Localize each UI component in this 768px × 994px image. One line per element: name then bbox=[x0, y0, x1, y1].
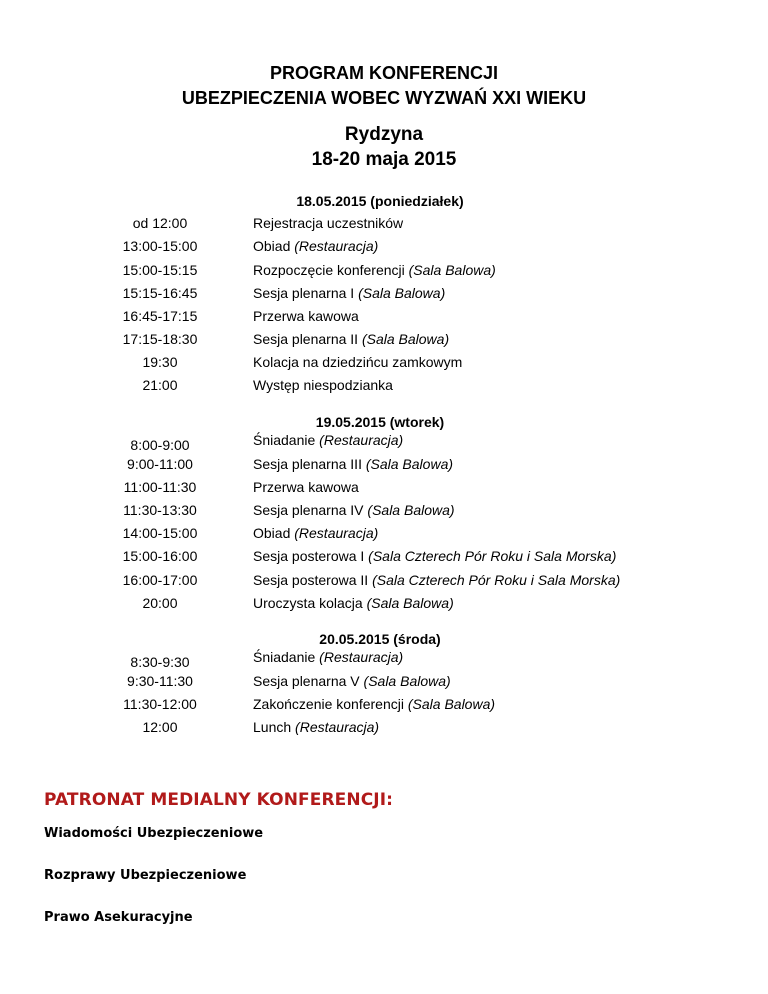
schedule-row bbox=[0, 455, 768, 473]
schedule-row bbox=[0, 307, 768, 325]
time: 14:00-15:00 bbox=[122, 525, 198, 541]
title-line-1: PROGRAM KONFERENCJI bbox=[269, 63, 498, 83]
event bbox=[253, 455, 453, 473]
schedule-row bbox=[0, 353, 768, 371]
event-name: Występ niespodzianka bbox=[253, 377, 393, 393]
schedule-row bbox=[0, 718, 768, 736]
schedule-row bbox=[0, 376, 768, 394]
schedule-row bbox=[0, 214, 768, 232]
event bbox=[253, 353, 462, 371]
time: 15:00-16:00 bbox=[122, 548, 198, 564]
event bbox=[253, 330, 449, 348]
time: 11:30-13:30 bbox=[123, 502, 197, 518]
time: 11:00-11:30 bbox=[123, 479, 197, 495]
event-name: Przerwa kawowa bbox=[253, 479, 359, 495]
event-name: Sesja plenarna III bbox=[253, 456, 366, 472]
event bbox=[253, 214, 403, 232]
city: Rydzyna bbox=[344, 124, 424, 145]
event-place: (Sala Balowa) bbox=[367, 502, 455, 518]
event-place: (Sala Balowa) bbox=[366, 595, 454, 611]
event-place: (Sala Balowa) bbox=[365, 456, 454, 472]
event bbox=[253, 237, 378, 255]
media-patron: Prawo Asekuracyjne bbox=[44, 910, 193, 925]
time: 12:00 bbox=[142, 719, 178, 735]
title-line-2: UBEZPIECZENIA WOBEC WYZWAŃ XXI WIEKU bbox=[181, 88, 587, 108]
event-name: Sesja plenarna II bbox=[253, 331, 362, 347]
time: 15:15-16:45 bbox=[122, 285, 198, 301]
schedule-row bbox=[0, 571, 768, 589]
event bbox=[253, 478, 359, 496]
schedule-row bbox=[0, 695, 768, 713]
event bbox=[253, 284, 445, 302]
event-name: Uroczysta kolacja bbox=[253, 595, 367, 611]
event bbox=[253, 648, 403, 666]
patronat-heading: PATRONAT MEDIALNY KONFERENCJI: bbox=[44, 790, 394, 810]
event bbox=[253, 501, 455, 519]
schedule-row bbox=[0, 237, 768, 255]
time: 19:30 bbox=[142, 354, 178, 370]
time: 8:30-9:30 bbox=[130, 654, 190, 670]
schedule-row bbox=[0, 524, 768, 542]
event-place: (Restauracja) bbox=[295, 719, 380, 735]
time: 15:00-15:15 bbox=[122, 262, 198, 278]
event-place: (Restauracja) bbox=[294, 525, 379, 541]
event-name: Sesja plenarna IV bbox=[253, 502, 368, 518]
event bbox=[253, 261, 496, 279]
time: 11:30-12:00 bbox=[123, 696, 197, 712]
schedule-row bbox=[0, 501, 768, 519]
event bbox=[253, 594, 454, 612]
event-place: (Sala Balowa) bbox=[361, 331, 450, 347]
time: 13:00-15:00 bbox=[122, 238, 198, 254]
day-heading: 18.05.2015 (poniedziałek) bbox=[296, 193, 464, 209]
time: 16:00-17:00 bbox=[122, 572, 198, 588]
event-name: Kolacja na dziedzińcu zamkowym bbox=[253, 354, 463, 370]
event-place: (Sala Balowa) bbox=[363, 673, 451, 689]
event-place: (Restauracja) bbox=[319, 432, 404, 448]
schedule-row bbox=[0, 672, 768, 690]
event-place: (Sala Balowa) bbox=[408, 262, 496, 278]
event-place: (Restauracja) bbox=[319, 649, 404, 665]
event-name: Sesja posterowa I bbox=[253, 548, 369, 564]
time: 21:00 bbox=[142, 377, 178, 393]
event bbox=[253, 695, 495, 713]
time: 9:30-11:30 bbox=[127, 673, 193, 689]
event-name: Lunch bbox=[253, 719, 296, 735]
day-heading: 20.05.2015 (środa) bbox=[319, 631, 441, 647]
event-place: (Restauracja) bbox=[294, 238, 379, 254]
event-name: Przerwa kawowa bbox=[253, 308, 359, 324]
schedule-row bbox=[0, 261, 768, 279]
schedule-row bbox=[0, 431, 768, 453]
event bbox=[253, 571, 620, 589]
schedule-row bbox=[0, 478, 768, 496]
event bbox=[253, 524, 378, 542]
event-place: (Sala Czterech Pór Roku i Sala Morska) bbox=[372, 572, 621, 588]
event-place: (Sala Balowa) bbox=[407, 696, 496, 712]
time: 9:00-11:00 bbox=[127, 456, 193, 472]
schedule-row bbox=[0, 547, 768, 565]
schedule-row bbox=[0, 284, 768, 302]
time: od 12:00 bbox=[132, 215, 188, 231]
time: 17:15-18:30 bbox=[122, 331, 198, 347]
schedule-row bbox=[0, 594, 768, 612]
media-patron: Rozprawy Ubezpieczeniowe bbox=[44, 868, 247, 883]
event-name: Zakończenie konferencji bbox=[253, 696, 408, 712]
event-name: Sesja plenarna I bbox=[253, 285, 359, 301]
event-name: Śniadanie bbox=[253, 432, 320, 448]
time: 16:45-17:15 bbox=[122, 308, 198, 324]
event-name: Śniadanie bbox=[253, 649, 320, 665]
media-patron: Wiadomości Ubezpieczeniowe bbox=[44, 826, 264, 841]
event-name: Sesja posterowa II bbox=[253, 572, 373, 588]
event-name: Obiad bbox=[253, 238, 295, 254]
event-place: (Sala Balowa) bbox=[358, 285, 446, 301]
event-name: Sesja plenarna V bbox=[253, 673, 364, 689]
schedule-row bbox=[0, 330, 768, 348]
event-place: (Sala Czterech Pór Roku i Sala Morska) bbox=[368, 548, 617, 564]
event bbox=[253, 718, 379, 736]
conference-dates: 18-20 maja 2015 bbox=[311, 149, 457, 170]
event-name: Obiad bbox=[253, 525, 295, 541]
schedule-row bbox=[0, 648, 768, 670]
event bbox=[253, 376, 393, 394]
event bbox=[253, 547, 616, 565]
time: 20:00 bbox=[142, 595, 178, 611]
day-heading: 19.05.2015 (wtorek) bbox=[315, 414, 445, 430]
time: 8:00-9:00 bbox=[130, 437, 190, 453]
event bbox=[253, 307, 359, 325]
event bbox=[253, 431, 403, 449]
event-name: Rejestracja uczestników bbox=[253, 215, 404, 231]
event-name: Rozpoczęcie konferencji bbox=[253, 262, 409, 278]
event bbox=[253, 672, 451, 690]
